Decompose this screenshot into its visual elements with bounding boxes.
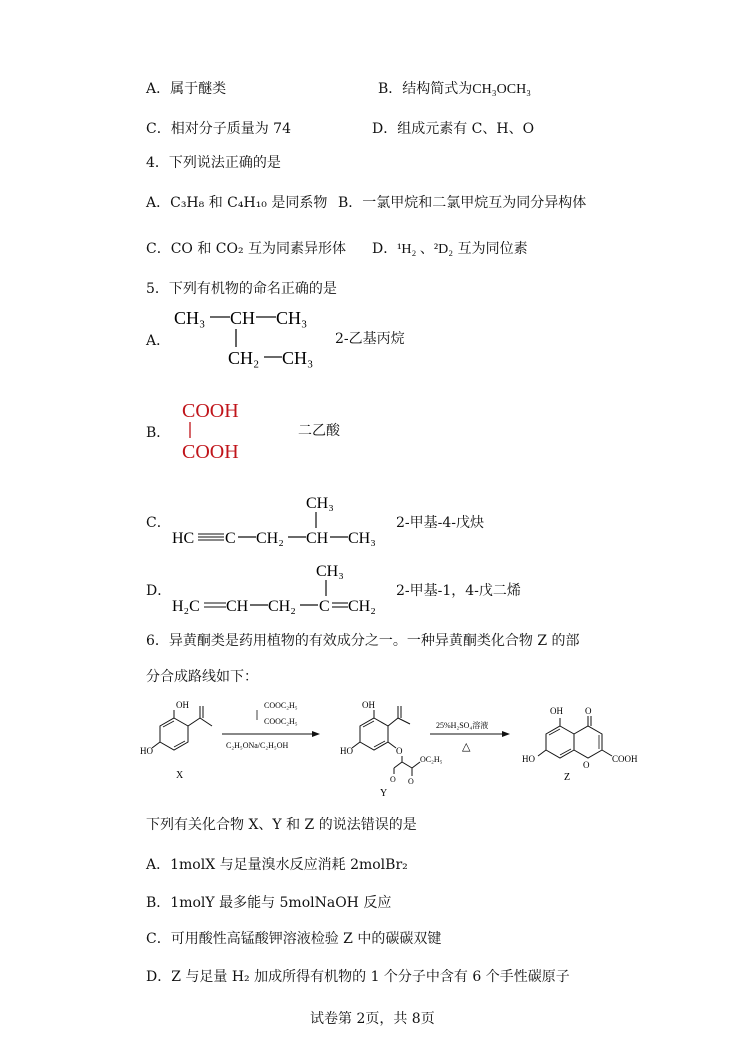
bond: [152, 742, 160, 748]
z-ring-o: O: [583, 760, 590, 770]
q5-d-structure: [168, 556, 390, 620]
q5-b-cooh-bottom: COOH: [182, 441, 239, 463]
pyranone-ring: [574, 726, 602, 758]
q5-d-c: C: [319, 598, 330, 615]
bond: [602, 750, 612, 756]
q6-reaction-scheme: [140, 696, 640, 804]
q4-option-d-formula: ¹H₂ 、²D₂: [397, 242, 454, 257]
q6-intro-line1: 6．异黄酮类是药用植物的有效成分之一。一种异黄酮类化合物 Z 的部: [146, 633, 580, 649]
arrow-head: [502, 731, 510, 737]
q4-title: 4．下列说法正确的是: [146, 155, 281, 171]
y-label: Y: [380, 788, 388, 799]
arrow-1: [222, 701, 320, 750]
ring-double-bond: [163, 721, 174, 727]
q5-d-h2c: H₂C: [172, 598, 200, 615]
benzene-ring: [546, 726, 574, 758]
ring-double-bond: [363, 721, 374, 727]
bond: [388, 742, 396, 748]
q5-c-ch3: CH₃: [348, 530, 376, 547]
benzene-ring: [360, 718, 388, 750]
q5-b-label: B．: [146, 425, 171, 441]
z-cooh: COOH: [612, 754, 638, 764]
ring-double-bond: [560, 749, 571, 755]
q5-c-hc: HC: [172, 530, 195, 547]
x-label: X: [176, 770, 184, 781]
x-oh: OH: [176, 700, 189, 710]
y-ho: HO: [340, 746, 353, 756]
q5-a-name: 2-乙基丙烷: [335, 331, 405, 347]
q5-a-ch3-bottom: CH₃: [282, 348, 314, 368]
z-carbonyl-o: O: [585, 706, 592, 716]
q3-option-b-text: B．结构简式为: [378, 81, 473, 97]
q5-d-ch2: CH₂: [268, 598, 296, 615]
bond: [352, 742, 360, 748]
bond: [388, 718, 398, 726]
q6-option-c: C．可用酸性高锰酸钾溶液检验 Z 中的碳碳双键: [146, 931, 442, 947]
bond: [394, 762, 402, 768]
x-ho: HO: [140, 746, 153, 756]
q4-option-d-suffix: 互为同位素: [457, 241, 528, 257]
q3-option-c: C．相对分子质量为 74: [146, 121, 291, 137]
reagent1-conditions: C₂H₅ONa/C₂H₅OH: [226, 741, 289, 750]
q5-c-ch2: CH₂: [256, 530, 284, 547]
q5-a-ch3-left: CH₃: [174, 308, 206, 328]
q5-a-label: A．: [146, 333, 171, 349]
bond: [188, 718, 200, 726]
q6-intro-line2: 分合成路线如下：: [146, 669, 258, 685]
z-oh: OH: [550, 706, 563, 716]
arrow-2: [430, 720, 510, 753]
q5-c-c: C: [225, 530, 236, 547]
bond: [412, 762, 420, 768]
bond: [402, 762, 412, 768]
q3-option-d: D．组成元素有 C、H、O: [372, 121, 535, 137]
q6-question: 下列有关化合物 X、Y 和 Z 的说法错误的是: [146, 817, 417, 833]
q4-option-d-prefix: D．: [372, 241, 398, 257]
q3-option-a: A．属于醚类: [146, 81, 227, 97]
q6-option-b: B．1molY 最多能与 5molNaOH 反应: [146, 895, 392, 911]
q3-option-b-formula: CH₃OCH₃: [472, 82, 532, 97]
q5-d-label: D．: [146, 583, 172, 599]
q5-c-methyl: CH₃: [306, 495, 334, 512]
q5-b-name: 二乙酸: [298, 423, 340, 439]
q5-d-name: 2-甲基-1，4-戊二烯: [396, 583, 521, 599]
bond: [200, 718, 212, 726]
ring-double-bond: [549, 729, 560, 735]
ring-double-bond: [174, 741, 185, 747]
bond: [538, 750, 546, 756]
q5-title: 5．下列有机物的命名正确的是: [146, 281, 337, 297]
y-o-ether: O: [396, 746, 403, 756]
y-o-2: O: [408, 777, 414, 786]
y-o-1: O: [390, 775, 396, 784]
z-ho: HO: [522, 754, 535, 764]
q4-option-c: C．CO 和 CO₂ 互为同素异形体: [146, 241, 347, 257]
q5-b-cooh-top: COOH: [182, 400, 239, 422]
q4-option-d: [372, 240, 528, 259]
bond: [398, 718, 410, 724]
y-oh: OH: [362, 700, 375, 710]
y-oc2h5: OC₂H₅: [420, 755, 443, 764]
q5-d-ch2-end: CH₂: [348, 598, 376, 615]
arrow-head: [312, 731, 320, 737]
q5-c-label: C．: [146, 515, 171, 531]
compound-x: [140, 700, 212, 781]
q4-option-b: B．一氯甲烷和二氯甲烷互为同分异构体: [338, 195, 587, 211]
q5-a-ch2: CH₂: [228, 348, 260, 368]
reagent2-heat: △: [462, 741, 471, 753]
q5-a-ch3-right: CH₃: [276, 308, 308, 328]
q5-a-structure: [168, 300, 328, 376]
q5-a-ch: CH: [230, 308, 256, 328]
reagent2-acid: 25%H₂SO₄溶液: [436, 721, 489, 730]
q5-d-ch: CH: [226, 598, 249, 615]
q6-option-a: A．1molX 与足量溴水反应消耗 2molBr₂: [146, 857, 408, 873]
compound-z: [522, 706, 638, 783]
q5-d-methyl: CH₃: [316, 563, 344, 580]
z-label: Z: [564, 772, 571, 783]
q5-b-structure: [178, 396, 258, 466]
benzene-ring: [160, 718, 188, 750]
q5-c-structure: [168, 488, 390, 552]
q5-c-ch: CH: [306, 530, 329, 547]
q4-option-a: A．C₃H₈ 和 C₄H₁₀ 是同系物: [146, 195, 328, 211]
page-footer: 试卷第 2页，共 8页: [310, 1011, 435, 1027]
q6-option-d: D．Z 与足量 H₂ 加成所得有机物的 1 个分子中含有 6 个手性碳原子: [146, 969, 570, 985]
ring-double-bond: [374, 741, 385, 747]
q5-c-name: 2-甲基-4-戊炔: [396, 515, 485, 531]
reagent1-ester-bottom: COOC₂H₅: [264, 717, 298, 726]
compound-y: [340, 700, 443, 799]
reagent1-ester-top: COOC₂H₅: [264, 701, 298, 710]
q3-option-b: [378, 80, 531, 99]
